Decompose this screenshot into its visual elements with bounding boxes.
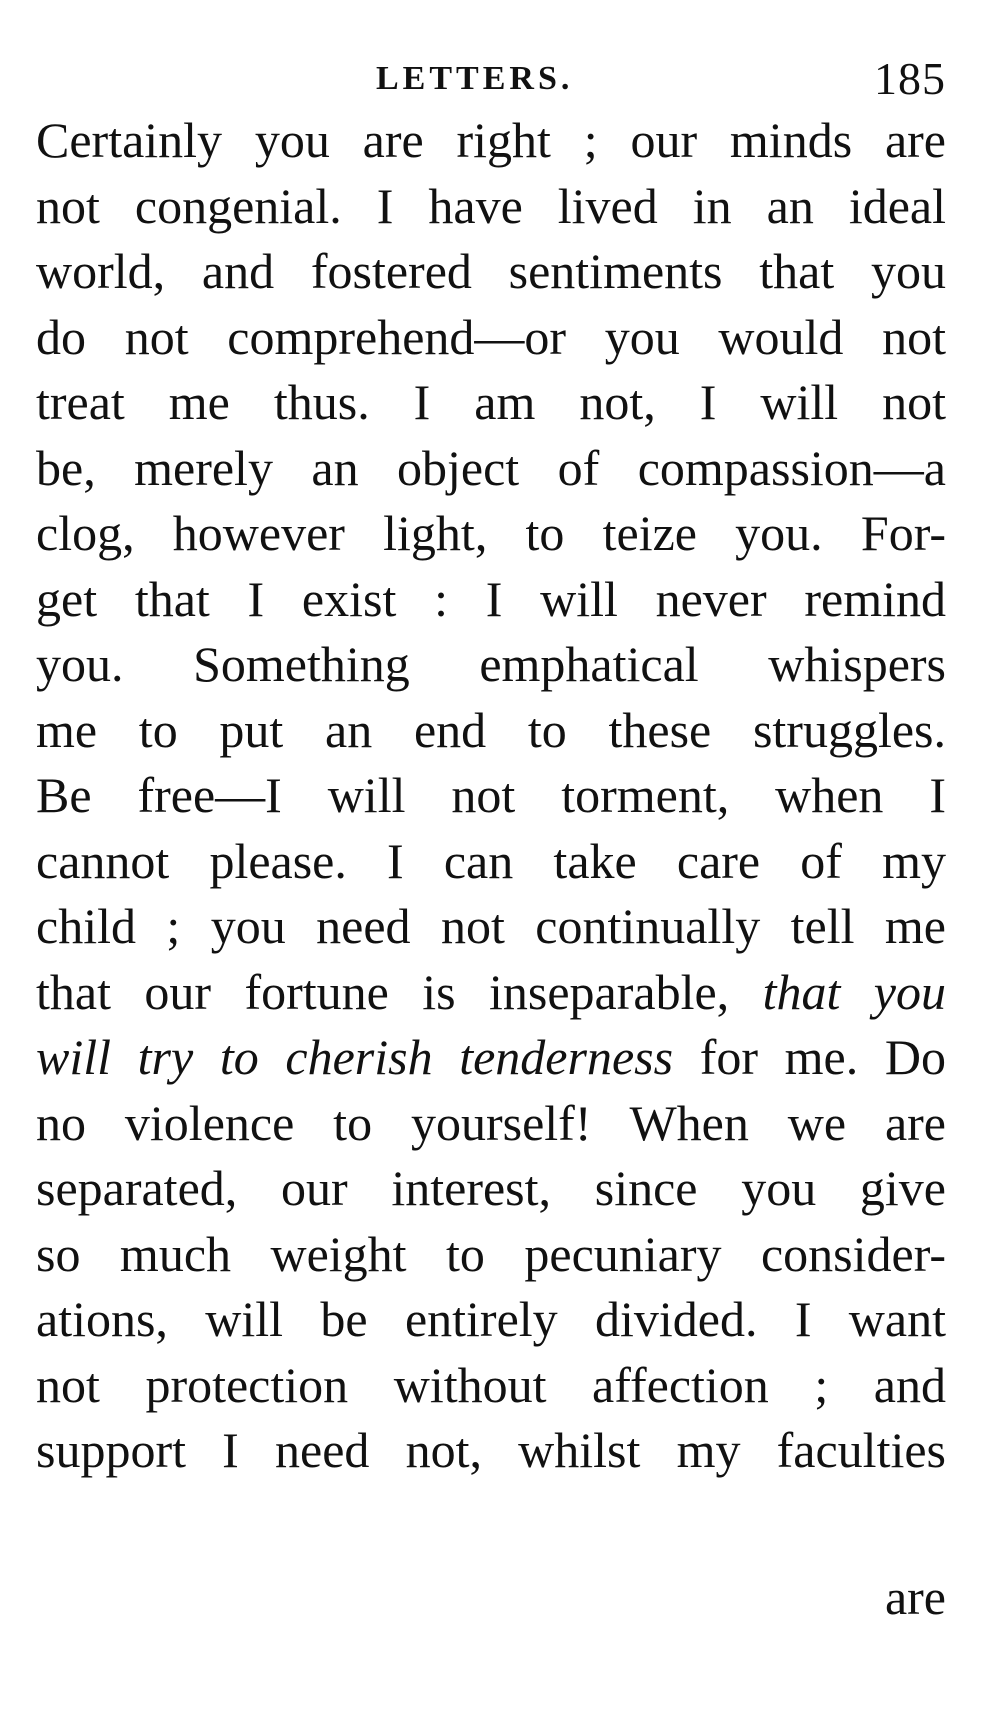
- text-line: support I need not, whilst my faculties: [36, 1422, 946, 1478]
- text-line: separated, our interest, since you give: [36, 1160, 946, 1216]
- text-line: no violence to yourself! When we are: [36, 1094, 946, 1151]
- text-line: treat me thus. I am not, I will not: [36, 374, 946, 430]
- text-line: get that I exist : I will never remind: [36, 570, 946, 627]
- text-line: that our fortune is inseparable, that you: [36, 963, 946, 1020]
- text-line: Be free—I will not torment, when I: [36, 767, 946, 823]
- letter-text-body: [36, 108, 946, 1484]
- running-header: [36, 52, 946, 112]
- text-line: clog, however light, to teize you. For-: [36, 505, 946, 561]
- text-line: me to put an end to these struggles.: [36, 701, 946, 758]
- text-line: cannot please. I can take care of my: [36, 832, 946, 889]
- text-line: ations, will be entirely divided. I want: [36, 1291, 946, 1347]
- text-line: do not comprehend—or you would not: [36, 308, 946, 365]
- text-line: not protection without affection ; and: [36, 1356, 946, 1413]
- italic-phrase: will try to cherish tenderness: [36, 1029, 674, 1085]
- italic-phrase: that you: [762, 963, 946, 1020]
- text-line: world, and fostered sentiments that you: [36, 243, 946, 299]
- catchword: are: [884, 1569, 946, 1625]
- text-line: you. Something emphatical whispers: [36, 636, 946, 692]
- text-line: will try to cherish tenderness for me. Do: [36, 1029, 946, 1085]
- running-title: LETTERS.: [376, 60, 574, 97]
- text-line: so much weight to pecuniary consider-: [36, 1225, 946, 1282]
- text-line: Certainly you are right ; our minds are: [36, 112, 946, 168]
- page-number: 185: [874, 53, 946, 104]
- text-line: be, merely an object of compassion—a: [36, 439, 946, 496]
- text-line: not congenial. I have lived in an ideal: [36, 177, 946, 234]
- text-line: child ; you need not continually tell me: [36, 898, 946, 954]
